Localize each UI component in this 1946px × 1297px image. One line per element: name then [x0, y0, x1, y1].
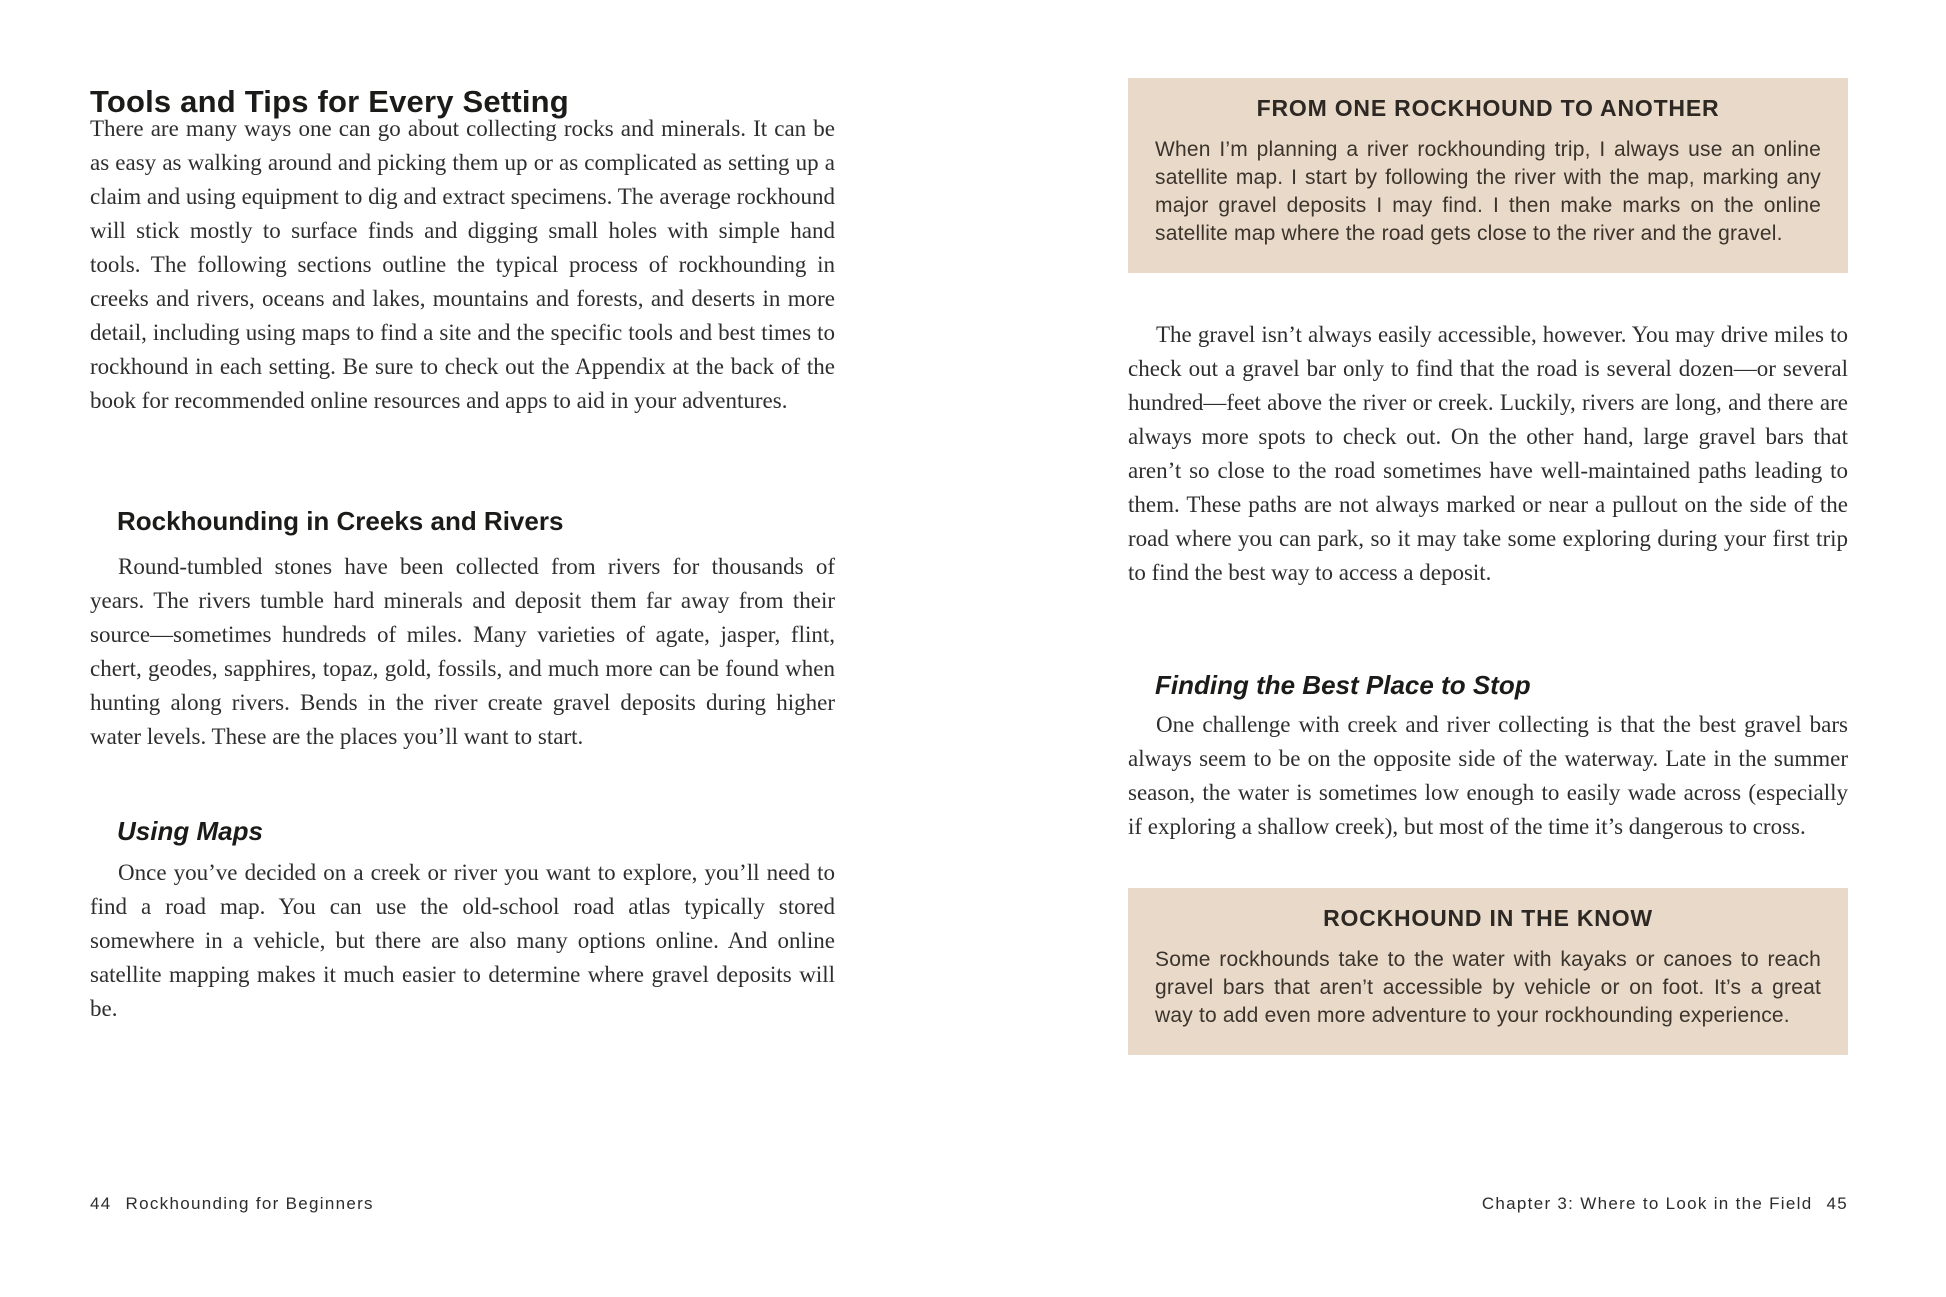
callout-body: Some rockhounds take to the water with kayaks or canoes to reach gravel bars that aren’t accessible by vehicle or on foot. It’s a great way to add even more adventure to your rockhounding experience. — [1155, 948, 1821, 1027]
callout-from-one-rockhound — [1128, 78, 1848, 273]
page-left — [90, 0, 835, 1297]
subsection-heading-using-maps: Using Maps — [117, 816, 263, 846]
subsection-heading-best-place-to-stop: Finding the Best Place to Stop — [1155, 670, 1531, 700]
chapter-title-footer: Chapter 3: Where to Look in the Field — [1481, 1194, 1813, 1213]
callout-body: When I’m planning a river rockhounding trip, I always use an online satellite map. I start by following the river with the map, marking any major gravel deposits I may find. I then make marks on the online satellite map where the road gets close to the river and the gravel. — [1155, 138, 1821, 245]
creeks-and-rivers-paragraph: Round-tumbled stones have been collected from rivers for thousands of years. The rivers tumble hard minerals and deposit them far away from their source—sometimes hundreds of miles. Many varieties of agate, jasper, flint, chert, geodes, sapphires, topaz, gold, fossils, and much more can be found when hunting along rivers. Bends in the river create gravel deposits during higher water levels. These are the places you’ll want to start. — [90, 554, 835, 749]
using-maps-paragraph: Once you’ve decided on a creek or river you want to explore, you’ll need to find a road map. You can use the old-school road atlas typically stored somewhere in a vehicle, but there are also many options online. And online satellite mapping makes it much easier to determine where gravel deposits will be. — [90, 860, 835, 1021]
page-footer-right — [1128, 1194, 1848, 1214]
book-title-footer: Rockhounding for Beginners — [125, 1194, 374, 1213]
callout-rockhound-in-the-know — [1128, 888, 1848, 1055]
section-heading-creeks-and-rivers: Rockhounding in Creeks and Rivers — [117, 506, 564, 536]
gravel-access-paragraph: The gravel isn’t always easily accessible, however. You may drive miles to check out a gravel bar only to find that the road is several dozen—or several hundred—feet above the river or creek. Luckily, rivers are long, and there are always more spots to check out. On the other hand, large gravel bars that aren’t so close to the road sometimes have well-maintained paths leading to them. These paths are not always marked or near a pullout on the side of the road where you can park, so it may take some exploring during your first trip to find the best way to access a deposit. — [1128, 322, 1848, 585]
page-right — [1128, 0, 1848, 1297]
page-number-left: 44 — [90, 1194, 112, 1213]
callout-title: FROM ONE ROCKHOUND TO ANOTHER — [1256, 95, 1720, 121]
page-number-right: 45 — [1826, 1194, 1848, 1213]
callout-title: ROCKHOUND IN THE KNOW — [1323, 905, 1653, 931]
page-footer-left — [90, 1194, 835, 1214]
page-title: Tools and Tips for Every Setting — [90, 84, 569, 119]
best-place-to-stop-paragraph: One challenge with creek and river collecting is that the best gravel bars always seem to be on the opposite side of the waterway. Late in the summer season, the water is sometimes low enough to easily wade across (especially if exploring a shallow creek), but most of the time it’s dangerous to cross. — [1128, 712, 1848, 839]
intro-paragraph: There are many ways one can go about collecting rocks and minerals. It can be as easy as walking around and picking them up or as complicated as setting up a claim and using equipment to dig and extract specimens. The average rockhound will stick mostly to surface finds and digging small holes with simple hand tools. The following sections outline the typical process of rockhounding in creeks and rivers, oceans and lakes, mountains and forests, and deserts in more detail, including using maps to find a site and the specific tools and best times to rockhound in each setting. Be sure to check out the Appendix at the back of the book for recommended online resources and apps to aid in your adventures. — [90, 116, 835, 413]
